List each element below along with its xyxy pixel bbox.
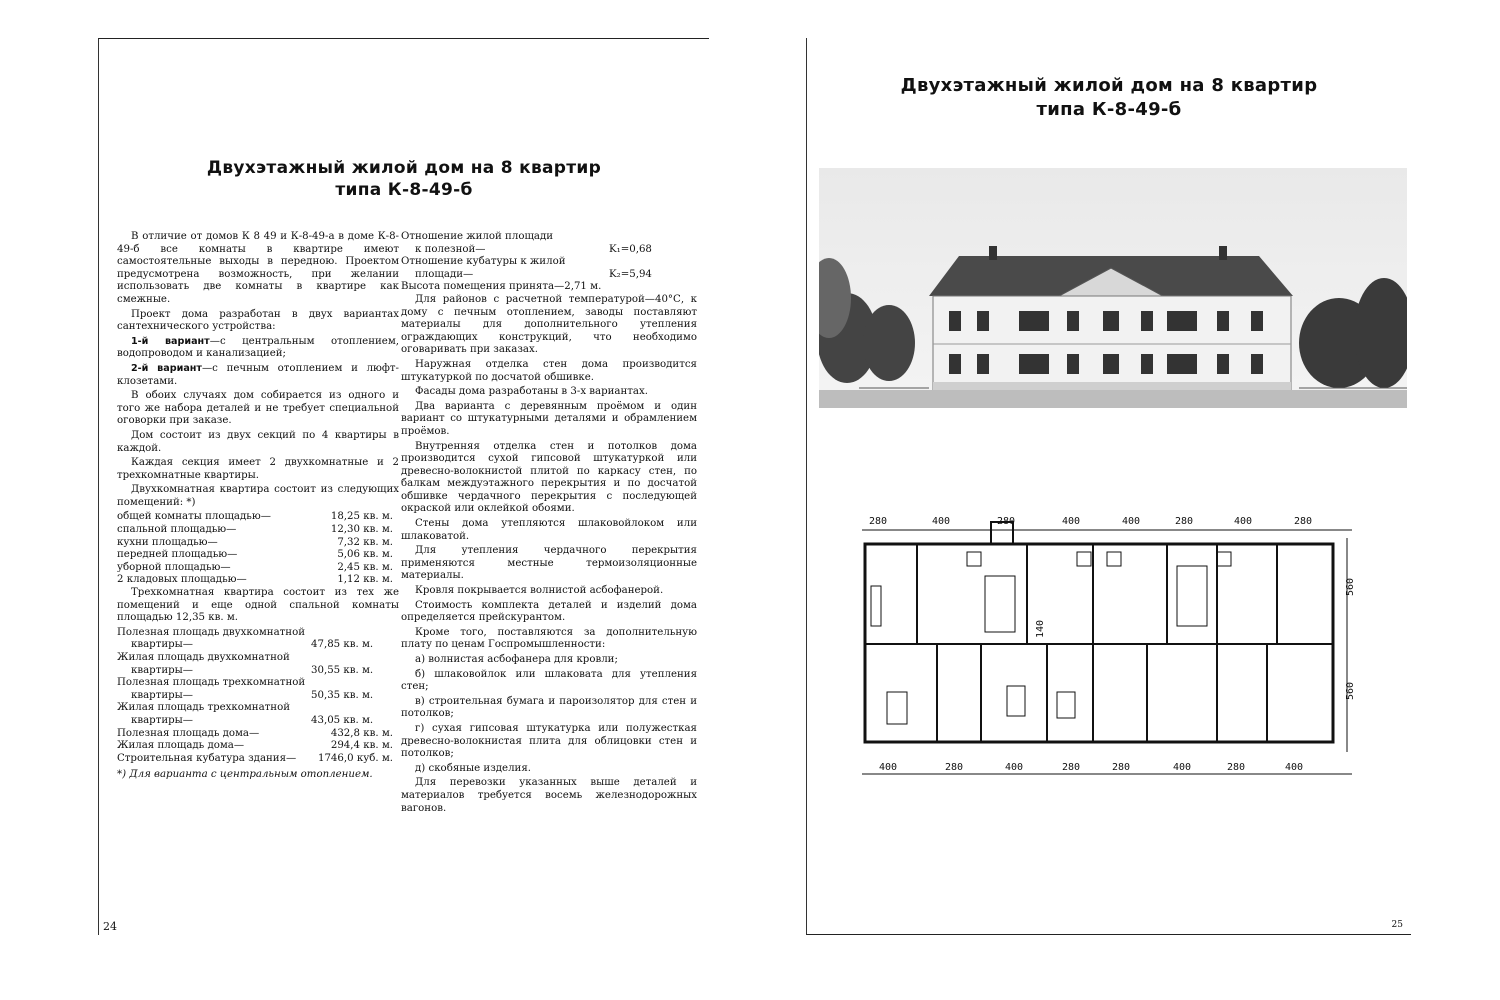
variant-1 [117,336,399,361]
dim-label: 280 [1227,762,1246,773]
list-item: а) волнистая асбофанера для кровли; [415,654,618,665]
right-page [806,38,1411,935]
text-column-left [117,231,399,782]
top-dimensions [869,516,1312,527]
paragraph: Для районов с расчетной температурой—40°С, к дому с печным отоплением, заводы поставляют материалы для дополнительного утепления ограждающих конструкций, что необходимо оговаривать при заказах. [401,293,697,356]
dim-label: 280 [1112,762,1131,773]
variant-2-label: 2-й вариант [131,362,202,374]
dim-label: 280 [1062,762,1081,773]
ratio-1-label: Отношение жилой площади [401,231,554,242]
area-name: Жилая площадь двухкомнатной [117,652,290,663]
title-line-2: типа К-8-49-б [1036,99,1182,120]
paragraph: Фасады дома разработаны в 3-х вариантах. [415,386,648,398]
page-number: 25 [1391,920,1403,930]
paragraph: Кроме того, поставляются за дополнительную плату по ценам Госпромышленности: [401,626,697,651]
paragraph: Наружная отделка стен дома производится штукатуркой по досчатой обшивке. [401,358,697,383]
chimney [989,246,997,260]
bottom-dimensions [879,762,1303,773]
variant-1-label: 1-й вариант [131,335,210,347]
list-item: б) шлаковойлок или шлаковата для утепления стен; [401,668,697,693]
ratio-2-label: Отношение кубатуры к жилой [401,256,566,268]
title-line-1: Двухэтажный жилой дом на 8 квартир [900,75,1318,96]
paragraph: Кровля покрывается волнистой асбофанерой. [415,585,664,597]
dim-label: 280 [945,762,964,773]
dim-label: 560 [1345,577,1356,596]
dim-label: 400 [1285,762,1304,773]
total-row: Жилая площадь дома— 294,4 кв. м. [117,740,393,752]
left-page [98,38,709,935]
room-row: передней площадью— 5,06 кв. м. [117,549,393,561]
title-line-2: типа К-8-49-б [335,180,473,200]
height-line: Высота помещения принята—2,71 м. [401,281,602,293]
footnote: *) Для варианта с центральным отоплением. [117,769,373,781]
list-item: в) строительная бумага и пароизолятор для стен и потолков; [401,695,697,720]
paragraph-each-section: Каждая секция имеет 2 двухкомнатные и 2 трехкомнатные квартиры. [117,457,399,481]
floor-plan [857,496,1357,786]
variants-intro: Проект дома разработан в двух вариантах сантехнического устройства: [117,308,399,333]
facade-wall [933,296,1291,390]
list-item: г) сухая гипсовая штукатурка или полужесткая древесно-волокнистая плита для облицовки стен и потолков; [401,722,697,760]
ground [819,390,1407,408]
dim-label: 400 [1173,762,1192,773]
dim-label: 400 [879,762,898,773]
dim-label: 400 [1234,516,1253,527]
text-column-right [401,231,697,817]
area-name: Полезная площадь трехкомнатной [117,677,306,689]
area-row: квартиры— 50,35 кв. м. [131,689,374,701]
areas-list [117,627,399,728]
dim-label: 400 [1062,516,1081,527]
paragraph: Два варианта с деревянным проёмом и один вариант со штукатурными деталями и обрамлением проёмов. [401,400,697,437]
area-row: квартиры— 47,85 кв. м. [131,639,374,651]
dim-label: 400 [932,516,951,527]
area-name: Полезная площадь двухкомнатной [117,626,305,638]
rooms-list [117,511,399,587]
variant-2 [117,363,399,388]
area-name: Жилая площадь трехкомнатной [117,702,291,714]
total-row: Строительная кубатура здания— 1746,0 куб. м. [117,752,393,764]
room-row: общей комнаты площадью— 18,25 кв. м. [117,511,393,523]
two-room-intro: Двухкомнатная квартира состоит из следующих помещений: *) [117,484,399,508]
ratio-2-row: площади— K₂=5,94 [415,268,652,280]
chimney [1219,246,1227,260]
intro-paragraph: В отличие от домов К 8 49 и К-8-49-а в доме К-8-49-б все комнаты в квартире имеют самостоятельные выходы в передною. Проектом предусмотрена возможность, при желании использовать две комнаты в квартире как смежные. [117,231,399,305]
paragraph-both: В обоих случаях дом собирается из одного и того же набора деталей и не требует специальной оговорки при заказе. [117,390,399,427]
dim-label: 280 [997,516,1016,527]
paragraph: Стены дома утепляются шлаковойлоком или шлаковатой. [401,518,697,542]
list-item: д) скобяные изделия. [415,762,531,774]
room-row: кухни площадью— 7,32 кв. м. [117,536,393,548]
plinth [933,382,1291,390]
dim-label: 280 [1294,516,1313,527]
area-row: квартиры— 30,55 кв. м. [131,664,374,676]
variant-1-text: —с центральным отоплением, водопроводом и канализацией; [117,335,399,360]
room-row: уборной площадью— 2,45 кв. м. [117,561,393,573]
page-title [807,74,1411,122]
dim-label: 560 [1345,681,1356,700]
variant-2-text: —с печным отоплением и люфт-клозетами. [117,362,399,387]
page-number: 24 [103,920,117,933]
dim-label: 280 [1175,516,1194,527]
room-row: 2 кладовых площадью— 1,12 кв. м. [117,574,393,586]
dim-label: 140 [1035,619,1046,638]
paragraph: Стоимость комплекта деталей и изделий дома определяется прейскурантом. [401,599,697,624]
page-title [99,157,709,201]
total-row: Полезная площадь дома— 432,8 кв. м. [117,727,393,739]
paragraph: Для утепления чердачного перекрытия применяются местные термоизоляционные материалы. [401,545,697,582]
ratio-1-row: к полезной— K₁=0,68 [415,243,652,255]
dim-label: 280 [869,516,888,527]
totals-list [117,728,399,766]
side-dimensions [1035,578,1356,700]
title-line-1: Двухэтажный жилой дом на 8 квартир [206,158,602,178]
dim-label: 400 [1005,762,1024,773]
facade-photo [819,168,1407,408]
area-row: квартиры— 43,05 кв. м. [131,714,374,726]
dim-label: 400 [1122,516,1141,527]
paragraph-sections: Дом состоит из двух секций по 4 квартиры в каждой. [117,429,399,454]
paragraph: Внутренняя отделка стен и потолков дома производится сухой гипсовой штукатуркой или древесно-волокнистой плитой по каркасу стен, по балкам междуэтажного перекрытия и по досчатой обшивке чердачного перекрытия с последующей окраской или оклейкой обоями. [401,440,697,515]
three-room-text: Трехкомнатная квартира состоит из тех же помещений и еще одной спальной комнаты площадью 12,35 кв. м. [117,587,399,624]
room-row: спальной площадью— 12,30 кв. м. [117,524,393,536]
paragraph: Для перевозки указанных выше деталей и материалов требуется восемь железнодорожных вагонов. [401,777,697,814]
